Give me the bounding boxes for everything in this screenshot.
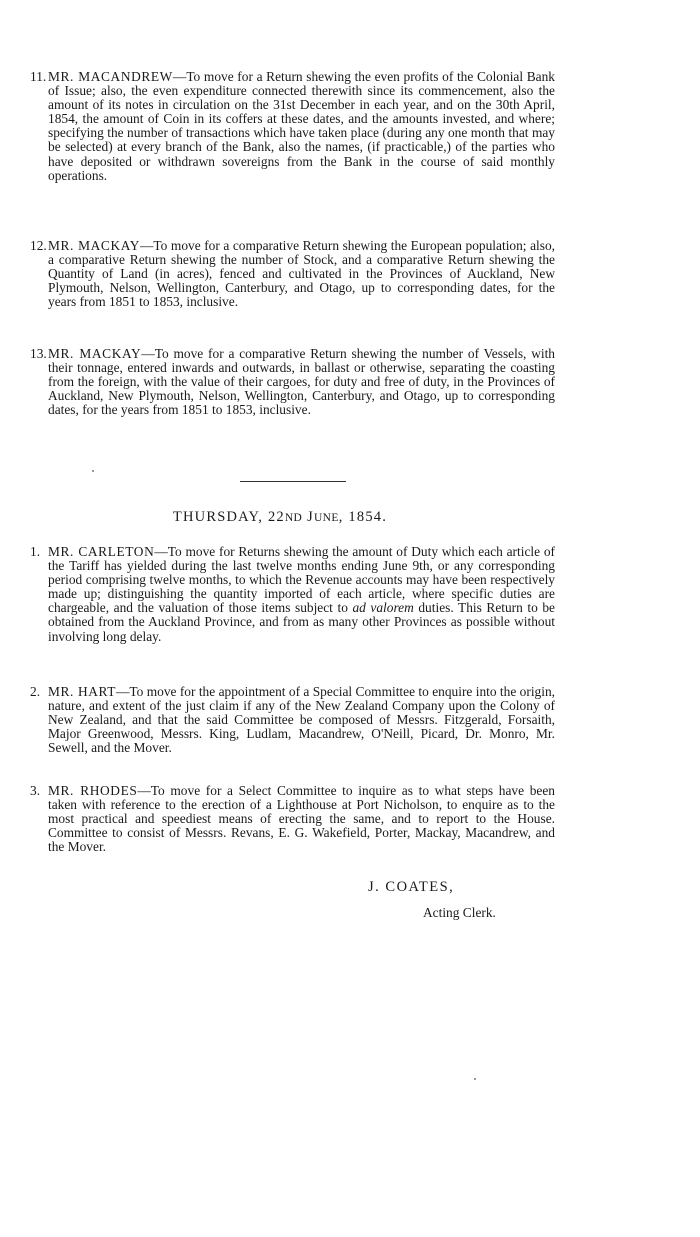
motion-11 — [30, 70, 555, 183]
motion-number: 13. — [30, 346, 47, 361]
day-year: , 1854. — [338, 509, 388, 525]
motion-mover: MR. MACKAY — [48, 346, 142, 361]
signature-name: J. COATES, — [368, 879, 455, 895]
ink-speck — [92, 470, 94, 472]
motion-2 — [30, 685, 555, 755]
motion-1 — [30, 545, 555, 644]
day-weekday: THURSDAY, — [172, 509, 264, 525]
motion-text-italic: ad valorem — [352, 600, 414, 616]
motion-text: —To move for the appointment of a Special Committee to enquire into the origin, nature, and extent of the just claim if any of the New Zealand Company upon the Colony of New Zealand, and that the said Committee be composed of Messrs. Fitzgerald, Forsaith, Major Greenwood, Messrs. King, Ludlam, Macandrew, O'Neill, Picard, Dr. Monro, Mr. Sewell, and the Mover. — [48, 684, 555, 756]
motion-mover: MR. MACKAY — [48, 238, 141, 253]
motion-13 — [30, 347, 555, 417]
motion-text: —To move for a Select Committee to inquire as to what steps have been taken with reference to the erection of a Lighthouse at Port Nicholson, to enquire as to the most practical and speediest means of erecting the same, and to report to the House. Committee to consist of Messrs. Revans, E. G. Wakefield, Porter, Mackay, Macandrew, and the Mover. — [48, 783, 555, 855]
motion-text: —To move for a comparative Return shewing the number of Vessels, with their tonnage, entered inwards and outwards, in ballast or otherwise, separating the coasting from the foreign, with the value of their cargoes, for duty and free of duty, in the Provinces of Auckland, New Plymouth, Nelson, Wellington, Canterbury, and Otago, up to corresponding dates, for the years from 1851 to 1853, inclusive. — [48, 346, 556, 418]
day-heading — [0, 509, 560, 526]
motion-text-end: duties. This Return to be obtained from the Auckland Province, and from as many other Provinces as possible without involving long delay. — [48, 600, 556, 644]
motion-12 — [30, 239, 555, 309]
motion-text: —To move for a comparative Return shewing the European population; also, a comparative Return shewing the number of Stock, and a comparative Return shewing the Quantity of Land (in acres), fenced and cultivated in the Provinces of Auckland, New Plymouth, Nelson, Wellington, Canterbury, and Otago, up to corresponding dates, for the years from 1851 to 1853, inclusive. — [48, 238, 555, 310]
motion-mover: MR. CARLETON — [48, 544, 155, 559]
motion-number: 2. — [30, 684, 41, 699]
motion-mover: MR. RHODES — [48, 783, 138, 798]
motion-number: 12. — [30, 238, 47, 253]
motion-text: —To move for a Return shewing the even profits of the Colonial Bank of Issue; also, the even expenditure connected therewith since its commencement, also the amount of its notes in circulation on the 31st December in each year, and on the 30th April, 1854, the amount of Coin in its coffers at these dates, and the amounts invested, and where; specifying the number of transactions which have taken place (during any one month that may be selected) at every branch of the Bank, also the names, (if practicable,) of the parties who have deposited or withdrawn sovereigns from the Bank in the course of said monthly operations. — [48, 69, 555, 183]
month-initial: J — [307, 509, 314, 525]
motion-text: —To move for Returns shewing the amount of Duty which each article of the Tariff has yielded during the last twelve months ending June 9th, or any corresponding period comprising twelve months, to which the Revenue accounts may have been respectively made up; distinguishing the quantity imported of each article, where specific duties are chargeable, and the valuation of those items subject to — [48, 544, 556, 616]
day-ordinal: ND — [284, 512, 303, 524]
motion-number: 11. — [30, 69, 47, 84]
motion-number: 3. — [30, 783, 41, 798]
motion-3 — [30, 784, 555, 854]
motion-number: 1. — [30, 544, 41, 559]
day-number: 22 — [267, 509, 285, 525]
section-divider — [240, 481, 346, 482]
ink-speck — [474, 1078, 476, 1080]
month-rest: UNE — [313, 512, 339, 524]
signature-title: Acting Clerk. — [423, 905, 496, 920]
motion-mover: MR. MACANDREW — [48, 69, 173, 84]
motion-mover: MR. HART — [48, 684, 117, 699]
